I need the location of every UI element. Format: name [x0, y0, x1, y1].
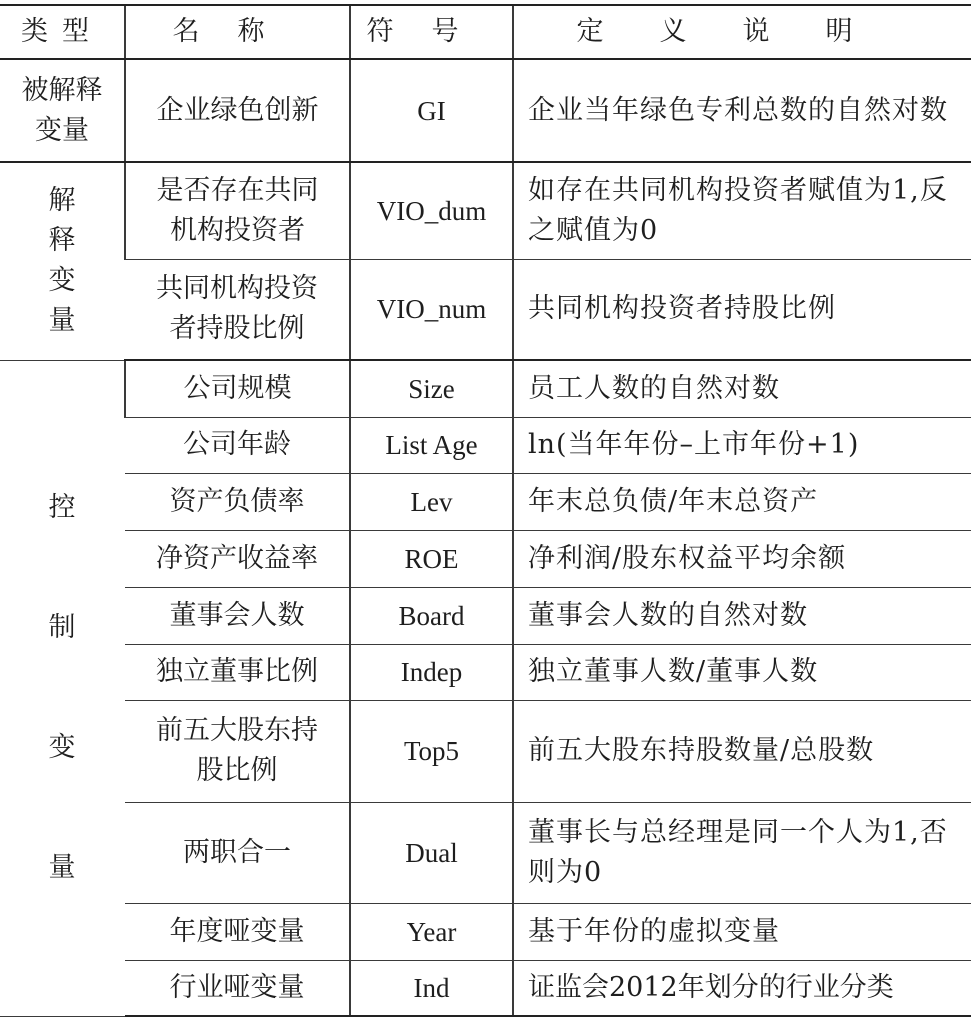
table-row: [0, 960, 971, 1016]
header-row: [0, 5, 971, 59]
table-row: [0, 259, 971, 360]
var-name: 公司年龄: [125, 417, 350, 473]
var-name: 独立董事比例: [125, 644, 350, 700]
var-definition: 如存在共同机构投资者赋值为1,反之赋值为0: [513, 162, 971, 259]
var-symbol: Lev: [350, 473, 513, 530]
header-name: 名称: [172, 16, 303, 47]
var-definition: 前五大股东持股数量/总股数: [513, 700, 971, 802]
var-definition: 净利润/股东权益平均余额: [513, 530, 971, 587]
var-symbol: GI: [350, 59, 513, 162]
table-row: [0, 903, 971, 960]
var-definition: 证监会2012年划分的行业分类: [513, 960, 971, 1016]
table-row: [0, 530, 971, 587]
table-row: [0, 700, 971, 802]
var-symbol: Year: [350, 903, 513, 960]
var-name: 董事会人数: [125, 587, 350, 644]
var-symbol: Ind: [350, 960, 513, 1016]
var-name: 是否存在共同机构投资者: [125, 162, 350, 259]
var-definition: 董事会人数的自然对数: [513, 587, 971, 644]
var-symbol: Board: [350, 587, 513, 644]
var-symbol: Size: [350, 360, 513, 417]
var-name: 行业哑变量: [125, 960, 350, 1016]
var-definition: 基于年份的虚拟变量: [513, 903, 971, 960]
var-definition: 企业当年绿色专利总数的自然对数: [513, 59, 971, 162]
group-label-control: 控制变量: [48, 492, 76, 883]
group-label-explanatory: 解释变量: [48, 185, 76, 337]
var-name: 资产负债率: [125, 473, 350, 530]
table-row: [0, 162, 971, 259]
var-definition: 共同机构投资者持股比例: [513, 259, 971, 360]
var-name: 年度哑变量: [125, 903, 350, 960]
var-definition: 年末总负债/年末总资产: [513, 473, 971, 530]
group-label-dependent: 被解释变量: [21, 74, 103, 146]
var-name: 净资产收益率: [125, 530, 350, 587]
table-row: [0, 644, 971, 700]
table-row: [0, 59, 971, 162]
var-definition: 独立董事人数/董事人数: [513, 644, 971, 700]
table-row: [0, 587, 971, 644]
header-definition: 定义说明: [576, 16, 909, 47]
var-name: 前五大股东持股比例: [125, 700, 350, 802]
var-symbol: List Age: [350, 417, 513, 473]
var-definition: 员工人数的自然对数: [513, 360, 971, 417]
var-symbol: ROE: [350, 530, 513, 587]
var-symbol: Dual: [350, 802, 513, 903]
var-name: 共同机构投资者持股比例: [125, 259, 350, 360]
var-symbol: Top5: [350, 700, 513, 802]
var-symbol: Indep: [350, 644, 513, 700]
var-name: 两职合一: [125, 802, 350, 903]
variable-definition-table: [0, 4, 971, 1017]
table-row: [0, 360, 971, 417]
header-symbol: 符号: [366, 16, 497, 47]
header-type: 类型: [21, 16, 103, 47]
var-definition: 董事长与总经理是同一个人为1,否则为0: [513, 802, 971, 903]
table-row: [0, 417, 971, 473]
var-name: 公司规模: [125, 360, 350, 417]
var-name: 企业绿色创新: [125, 59, 350, 162]
var-symbol: VIO_num: [350, 259, 513, 360]
table-row: [0, 473, 971, 530]
var-definition: ln(当年年份–上市年份+1): [513, 417, 971, 473]
table-row: [0, 802, 971, 903]
var-symbol: VIO_dum: [350, 162, 513, 259]
